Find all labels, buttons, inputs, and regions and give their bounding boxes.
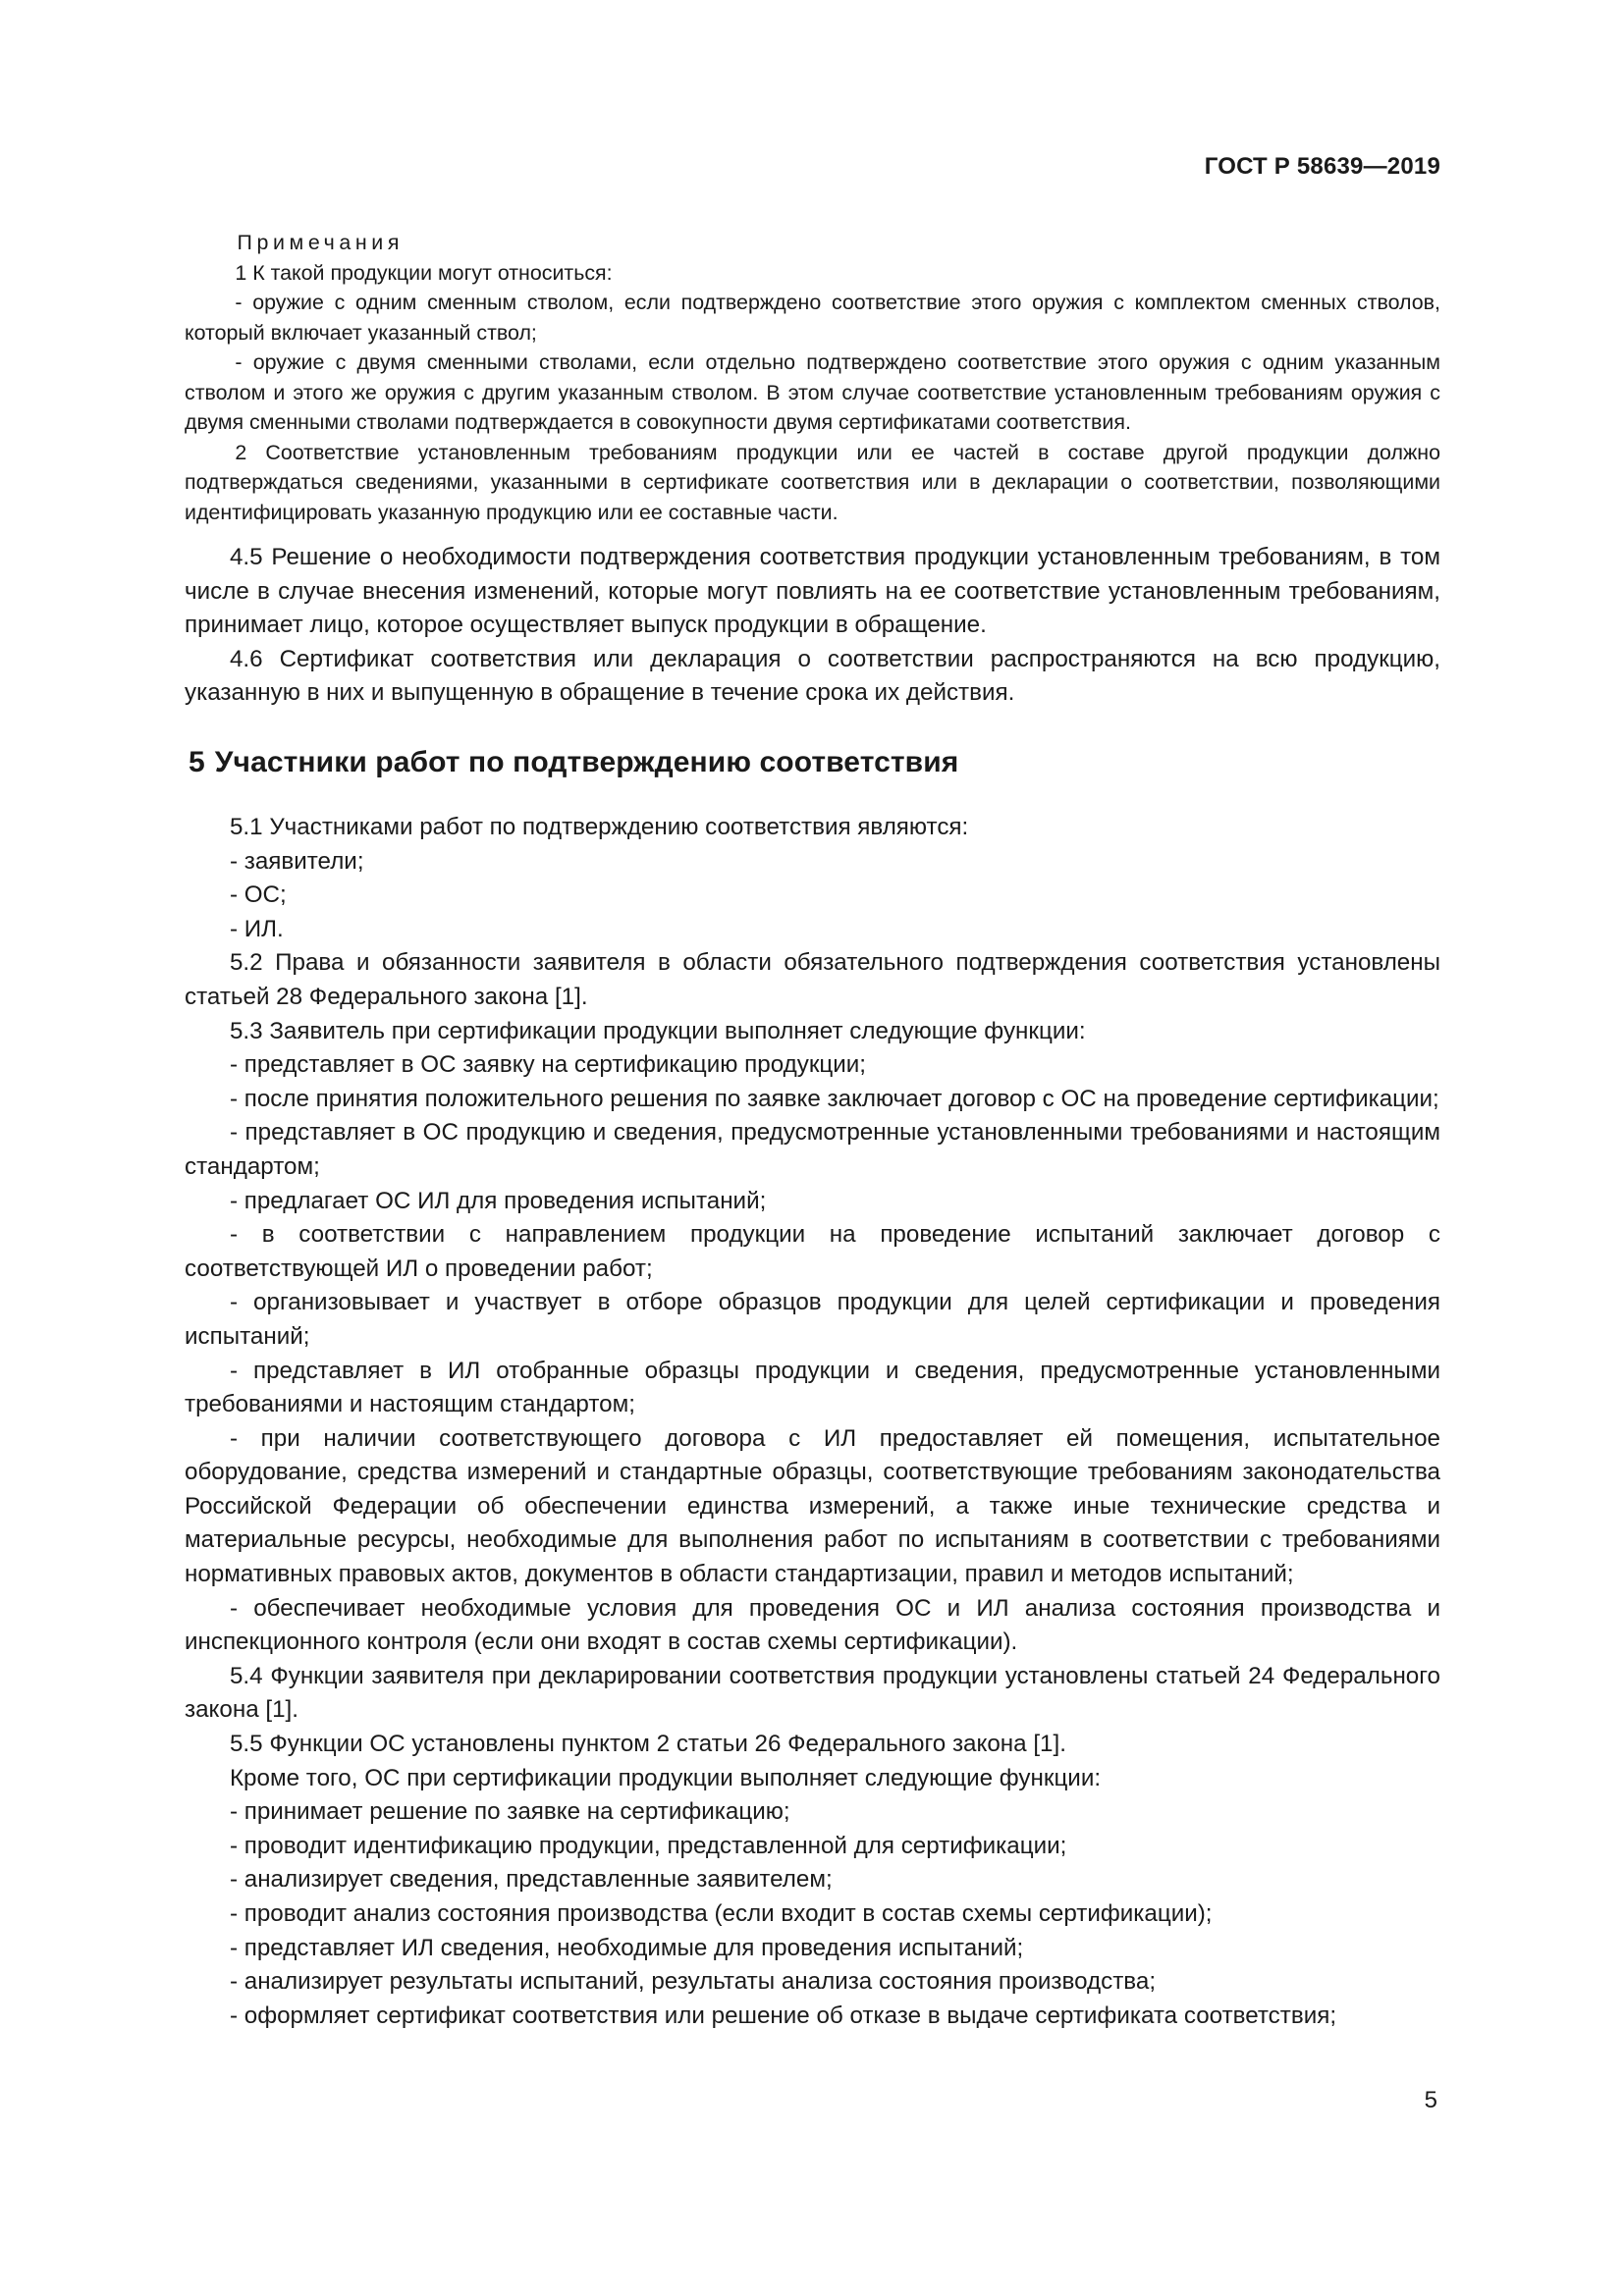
section-paragraph: - анализирует результаты испытаний, результаты анализа состояния производства;	[229, 1968, 1157, 1996]
note-paragraph: - оружие с двумя сменными стволами, если отдельно подтверждено соответствие этого оружия с одним указанным стволом и этого же оружия с другим указанным стволом. В этом случае соответствие установленным требованиям оружия с двумя сменными стволами подтверждается в совокупности двумя сертификатами соответствия.	[185, 350, 1440, 434]
section-paragraph: - заявители;	[229, 847, 364, 875]
section-paragraph: - принимает решение по заявке на сертификацию;	[229, 1798, 790, 1826]
section-paragraph: - после принятия положительного решения по заявке заключает договор с ОС на проведение сертификации;	[229, 1085, 1439, 1112]
clause-paragraph: 4.5 Решение о необходимости подтверждения соответствия продукции установленным требованиям, в том числе в случае внесения изменений, которые могут повлиять на ее соответствие установленным требованиям, принимает лицо, которое осуществляет выпуск продукции в обращение.	[185, 544, 1440, 639]
section-paragraph: 5.3 Заявитель при сертификации продукции выполняет следующие функции:	[229, 1017, 1086, 1044]
clauses-4-block	[185, 541, 1440, 711]
section-paragraph: - представляет ИЛ сведения, необходимые для проведения испытаний;	[229, 1934, 1024, 1961]
section-paragraph: - в соответствии с направлением продукции на проведение испытаний заключает договор с соответствующей ИЛ о проведении работ;	[185, 1221, 1440, 1282]
section-paragraph: 5.5 Функции ОС установлены пунктом 2 статьи 26 Федерального закона [1].	[229, 1731, 1066, 1758]
section-heading	[185, 746, 958, 779]
section-paragraph: 5.1 Участниками работ по подтверждению соответствия являются:	[229, 814, 969, 840]
section-paragraph: - ОС;	[229, 881, 287, 909]
section-paragraph: - представляет в ИЛ отобранные образцы продукции и сведения, предусмотренные установленными требованиями и настоящим стандартом;	[185, 1357, 1440, 1418]
section-5-body	[185, 811, 1440, 2033]
section-paragraph: 5.2 Права и обязанности заявителя в области обязательного подтверждения соответствия установлены статьей 28 Федерального закона [1].	[185, 949, 1440, 1010]
section-paragraph: - анализирует сведения, представленные заявителем;	[229, 1866, 833, 1894]
section-paragraph: - представляет в ОС продукцию и сведения, предусмотренные установленными требованиями и настоящим стандартом;	[185, 1119, 1440, 1180]
page-number: 5	[1424, 2087, 1437, 2113]
section-paragraph: 5.4 Функции заявителя при декларировании соответствия продукции установлены статьей 24 Федерального закона [1].	[185, 1662, 1440, 1724]
section-paragraph: - проводит анализ состояния производства (если входит в состав схемы сертификации);	[229, 1900, 1213, 1927]
document-designation: ГОСТ Р 58639—2019	[1204, 153, 1440, 180]
section-paragraph: - представляет в ОС заявку на сертификацию продукции;	[229, 1051, 866, 1079]
clause-paragraph: 4.6 Сертификат соответствия или декларация о соответствии распространяются на всю продукцию, указанную в них и выпущенную в обращение в течение срока их действия.	[185, 645, 1440, 707]
note-paragraph: 1 К такой продукции могут относиться:	[235, 260, 613, 285]
section-paragraph: - ИЛ.	[229, 915, 284, 942]
note-paragraph: 2 Соответствие установленным требованиям продукции или ее частей в составе другой продукции должно подтверждаться сведениями, указанными в сертификате соответствия или в декларации о соответствии, позволяющими идентифицировать указанную продукцию или ее составные части.	[185, 440, 1440, 524]
section-paragraph: - при наличии соответствующего договора с ИЛ предоставляет ей помещения, испытательное оборудование, средства измерений и стандартные образцы, соответствующие требованиям законодательства Российской Федерации об обеспечении единства измерений, а также иные технические средства и материальные ресурсы, необходимые для выполнения работ по испытаниям в соответствии с требованиями нормативных правовых актов, документов в области стандартизации, правил и методов испытаний;	[185, 1424, 1440, 1588]
notes-block	[185, 228, 1440, 527]
section-number: 5	[189, 746, 205, 778]
section-paragraph: - организовывает и участвует в отборе образцов продукции для целей сертификации и проведения испытаний;	[185, 1289, 1440, 1350]
section-paragraph: - проводит идентификацию продукции, представленной для сертификации;	[229, 1832, 1067, 1859]
section-paragraph: - предлагает ОС ИЛ для проведения испытаний;	[229, 1187, 767, 1214]
notes-title: Примечания	[237, 231, 404, 254]
section-title: Участники работ по подтверждению соответствия	[214, 746, 959, 778]
section-paragraph: - оформляет сертификат соответствия или решение об отказе в выдаче сертификата соответствия;	[229, 2002, 1337, 2029]
note-paragraph: - оружие с одним сменным стволом, если подтверждено соответствие этого оружия с комплектом сменных стволов, который включает указанный ствол;	[185, 291, 1440, 345]
section-paragraph: Кроме того, ОС при сертификации продукции выполняет следующие функции:	[229, 1764, 1102, 1791]
section-paragraph: - обеспечивает необходимые условия для проведения ОС и ИЛ анализа состояния производства и инспекционного контроля (если они входят в состав схемы сертификации).	[185, 1594, 1440, 1656]
